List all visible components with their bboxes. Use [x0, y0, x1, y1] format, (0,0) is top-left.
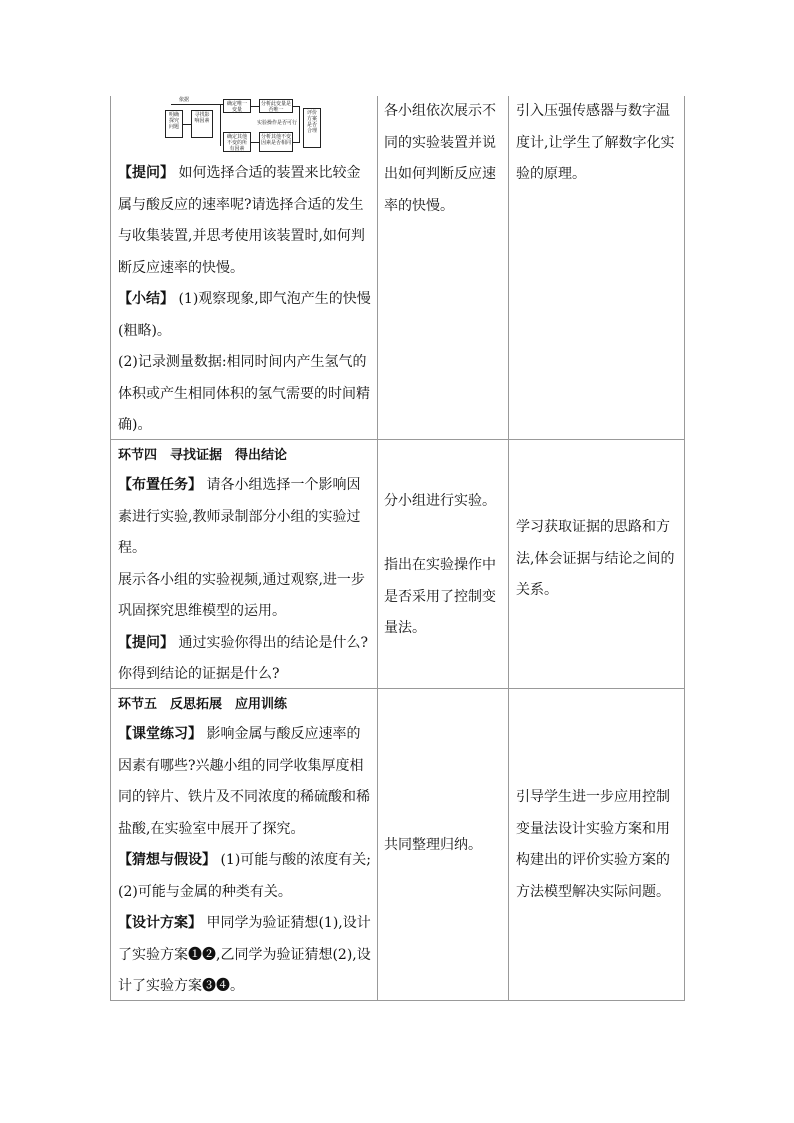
line-text: 因素有哪些?兴趣小组的同学收集厚度相 [118, 757, 364, 774]
text-line: 方法模型解决实际问题。 [516, 883, 670, 900]
prompt-tag: 【小结】 [118, 291, 174, 307]
column-divider-1 [377, 96, 378, 1001]
text-line [118, 502, 373, 534]
line-text: 通过实验你得出的结论是什么? [174, 634, 368, 651]
row3-intent-text [516, 782, 684, 908]
row1-activity-cell [110, 96, 377, 439]
row1-student-text [384, 96, 506, 222]
text-line: 分小组进行实验。 [384, 493, 496, 509]
text-line [118, 908, 373, 940]
text-line: 引导学生进一步应用控制 [516, 789, 670, 805]
text-line [118, 814, 373, 846]
line-text: 了实验方案❶❷,乙同学为验证猜想(2),设 [118, 946, 371, 963]
text-line [118, 565, 373, 597]
text-line: 度计,让学生了解数字化实 [516, 134, 675, 151]
section-title-5: 环节五 反思拓展 应用训练 [118, 697, 288, 712]
text-line [118, 253, 373, 285]
text-line [118, 470, 373, 502]
inquiry-model-diagram [165, 96, 365, 156]
text-line: 验的原理。 [516, 166, 586, 182]
text-line: 是否采用了控制变 [384, 588, 496, 605]
text-line [118, 782, 373, 814]
diagram-label-feasible: 实验操作是否可行 [257, 120, 298, 126]
prompt-tag: 【猜想与假设】 [118, 852, 216, 868]
line-text: 巩固探究思维模型的运用。 [118, 603, 286, 619]
row2-activity-text [118, 470, 373, 691]
text-line: 引入压强传感器与数字温 [516, 103, 670, 119]
text-line [118, 221, 373, 253]
line-text: 你得到结论的证据是什么? [118, 666, 280, 682]
row3-activity-cell [110, 689, 377, 1000]
text-line [118, 845, 373, 877]
line-text: 甲同学为验证猜想(1),设计 [202, 915, 371, 931]
prompt-tag: 【课堂练习】 [118, 726, 202, 742]
line-text: 如何选择合适的装置来比较金 [174, 165, 361, 181]
diagram-label-basis: 依据 [179, 97, 190, 103]
text-line [118, 877, 373, 909]
text-line [118, 158, 373, 190]
text-line [118, 316, 373, 348]
text-line: 各小组依次展示不 [384, 103, 496, 119]
row3-student-text [384, 830, 506, 862]
text-line: 指出在实验操作中 [384, 557, 496, 573]
line-text: 同的锌片、铁片及不同浓度的稀硫酸和稀 [118, 789, 370, 805]
text-line [118, 659, 373, 691]
section-title-4: 环节四 寻找证据 得出结论 [118, 448, 288, 463]
diagram-box-single-variable: 确定唯一变量 [223, 99, 251, 113]
row1-activity-text [118, 158, 373, 442]
line-text: 属与酸反应的速率呢?请选择合适的发生 [118, 196, 364, 213]
diagram-box-evaluate: 评价方案是否合理 [303, 108, 321, 148]
line-text: (1)可能与酸的浓度有关; [216, 852, 371, 868]
line-text: 断反应速率的快慢。 [118, 259, 244, 276]
diagram-box-other-factors: 确定其他不变的所有因素 [223, 132, 251, 152]
line-text: 与收集装置,并思考使用该装置时,如何判 [118, 228, 365, 244]
line-text: 盐酸,在实验室中展开了探究。 [118, 820, 305, 837]
lesson-table [110, 96, 685, 1001]
text-line [118, 719, 373, 751]
prompt-tag: 【提问】 [118, 165, 174, 181]
row1-intent-text [516, 96, 684, 191]
row2-student-text-b [384, 550, 506, 645]
line-text: 计了实验方案❸❹。 [118, 978, 244, 994]
line-text: 影响金属与酸反应速率的 [202, 726, 361, 742]
diagram-box-problem: 明确探究问题 [165, 110, 183, 138]
line-text: (2)记录测量数据:相同时间内产生氢气的 [118, 354, 367, 370]
text-line: 出如何判断反应速 [384, 166, 496, 182]
text-line [118, 410, 373, 442]
text-line [118, 628, 373, 660]
column-divider-2 [508, 96, 509, 1001]
diagram-box-check-same: 分析其他不变因素是否相同 [259, 132, 293, 152]
row2-activity-cell [110, 440, 377, 688]
row2-intent-text [516, 512, 684, 607]
text-line [118, 347, 373, 379]
text-line [118, 190, 373, 222]
text-line: 共同整理归纳。 [384, 837, 482, 853]
text-line: 率的快慢。 [384, 197, 454, 214]
text-line: 学习获取证据的思路和方 [516, 519, 670, 535]
text-line: 法,体会证据与结论之间的 [516, 550, 675, 567]
table-border-right [684, 96, 685, 1001]
line-text: (2)可能与金属的种类有关。 [118, 883, 292, 900]
line-text: (粗略)。 [118, 322, 171, 339]
row2-student-text-a [384, 486, 506, 518]
text-line [118, 940, 373, 972]
line-text: 素进行实验,教师录制部分小组的实验过 [118, 508, 361, 525]
line-text: 程。 [118, 540, 146, 556]
text-line [118, 379, 373, 411]
line-text: 展示各小组的实验视频,通过观察,进一步 [118, 571, 365, 588]
text-line: 量法。 [384, 620, 426, 636]
diagram-box-check-variable: 分析此变量是否唯一 [261, 101, 292, 113]
prompt-tag: 【提问】 [118, 634, 174, 651]
prompt-tag: 【设计方案】 [118, 915, 202, 931]
text-line: 构建出的评价实验方案的 [516, 852, 670, 868]
text-line [118, 751, 373, 783]
text-line [118, 596, 373, 628]
line-text: 体积或产生相同体积的氢气需要的时间精 [118, 385, 370, 402]
text-line [118, 533, 373, 565]
text-line: 变量法设计实验方案和用 [516, 820, 670, 837]
text-line [118, 284, 373, 316]
diagram-box-factors: 寻找影响因素 [191, 110, 213, 138]
row3-activity-text [118, 719, 373, 1003]
line-text: (1)观察现象,即气泡产生的快慢 [174, 291, 371, 307]
text-line: 关系。 [516, 582, 558, 598]
text-line: 同的实验装置并说 [384, 134, 496, 151]
line-text: 确)。 [118, 417, 152, 433]
line-text: 请各小组选择一个影响因 [202, 477, 361, 493]
prompt-tag: 【布置任务】 [118, 477, 202, 493]
text-line [118, 971, 373, 1003]
